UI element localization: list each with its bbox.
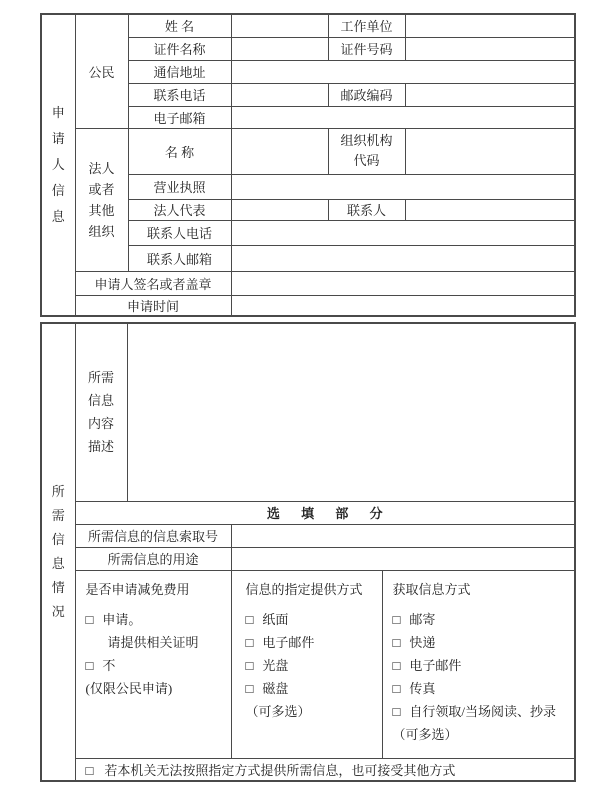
delivery-method-note: （可多选）: [245, 703, 311, 719]
accept-other-method-row: [75, 758, 575, 781]
fee-waiver-note: (仅限公民申请): [85, 680, 173, 696]
obtain-option-email-label: 电子邮件: [409, 657, 462, 673]
required-side-text: 所需信息情况: [51, 484, 65, 619]
obtain-option-email: [393, 654, 571, 677]
field-label-business-license: 营业执照: [128, 174, 231, 199]
field-label-mail-address: 通信地址: [128, 60, 231, 83]
input-phone[interactable]: [231, 83, 328, 106]
obtain-method-column: [382, 570, 575, 758]
checkbox-express[interactable]: □: [392, 634, 401, 650]
fee-option-no-label: 不: [102, 657, 116, 673]
obtain-option-mail: [393, 608, 571, 631]
field-label-purpose: 所需信息的用途: [75, 547, 231, 570]
delivery-method-column: [231, 570, 382, 758]
delivery-option-disk-label: 磁盘: [262, 680, 289, 696]
fee-waiver-title: 是否申请减免费用: [85, 581, 190, 597]
input-purpose[interactable]: [231, 547, 575, 570]
checkbox-cd[interactable]: □: [245, 657, 254, 673]
input-legal-rep[interactable]: [231, 199, 328, 220]
input-id-number[interactable]: [405, 37, 575, 60]
input-contact-phone[interactable]: [231, 220, 575, 245]
input-email[interactable]: [231, 106, 575, 128]
delivery-option-cd-label: 光盘: [262, 657, 289, 673]
description-label-text: 所需信息内容描述: [87, 370, 114, 455]
field-label-legal-rep: 法人代表: [128, 199, 231, 220]
input-org-code[interactable]: [405, 128, 575, 174]
input-org-name[interactable]: [231, 128, 328, 174]
delivery-option-paper: [246, 608, 378, 631]
legal-group-text: 法人或者其他组织: [88, 160, 115, 239]
obtain-method-title: 获取信息方式: [392, 581, 471, 597]
field-label-id-type: 证件名称: [128, 37, 231, 60]
checkbox-self-pickup[interactable]: □: [392, 703, 401, 719]
checkbox-accept-other[interactable]: □: [85, 762, 94, 778]
delivery-option-email: [246, 631, 378, 654]
checkbox-disk[interactable]: □: [245, 680, 254, 696]
section-required-side-label: [41, 323, 75, 781]
checkbox-fee-apply[interactable]: □: [85, 611, 94, 627]
input-work-unit[interactable]: [405, 14, 575, 37]
group-legal-label: [75, 128, 128, 271]
input-contact-email[interactable]: [231, 245, 575, 271]
obtain-option-fax-label: 传真: [409, 680, 436, 696]
accept-other-method-label: 若本机关无法按照指定方式提供所需信息，也可接受其他方式: [104, 762, 456, 778]
applicant-side-text: 申请人信息: [51, 104, 65, 224]
obtain-option-self-pickup-label: 自行领取/当场阅读、抄录: [409, 703, 556, 719]
field-label-apply-date: 申请时间: [75, 295, 231, 316]
field-label-contact-phone: 联系人电话: [128, 220, 231, 245]
input-request-no[interactable]: [231, 524, 575, 547]
field-label-description: [75, 323, 127, 501]
fee-waiver-column: [75, 570, 231, 758]
field-label-contact-person: 联系人: [328, 199, 405, 220]
checkbox-paper[interactable]: □: [245, 611, 254, 627]
checkbox-mail[interactable]: □: [392, 611, 401, 627]
fee-option-apply-note: 请提供相关证明: [107, 634, 199, 650]
obtain-option-fax: [393, 677, 571, 700]
checkbox-fee-no[interactable]: □: [85, 657, 94, 673]
delivery-option-cd: [246, 654, 378, 677]
delivery-option-paper-label: 纸面: [262, 611, 289, 627]
field-label-request-no: 所需信息的信息索取号: [75, 524, 231, 547]
field-label-org-name: 名 称: [128, 128, 231, 174]
input-apply-date[interactable]: [231, 295, 575, 316]
required-info-table: [40, 322, 576, 782]
obtain-option-express-label: 快递: [409, 634, 436, 650]
field-label-phone: 联系电话: [128, 83, 231, 106]
obtain-option-mail-label: 邮寄: [409, 611, 436, 627]
delivery-method-title: 信息的指定提供方式: [245, 581, 363, 597]
field-label-signature: 申请人签名或者盖章: [75, 271, 231, 295]
input-business-license[interactable]: [231, 174, 575, 199]
section-applicant-side-label: [41, 14, 75, 316]
input-name[interactable]: [231, 14, 328, 37]
field-label-name: 姓 名: [128, 14, 231, 37]
input-description[interactable]: [127, 323, 575, 501]
obtain-option-express: [393, 631, 571, 654]
field-label-email: 电子邮箱: [128, 106, 231, 128]
delivery-option-disk: [246, 677, 378, 700]
group-citizen-label: 公民: [75, 14, 128, 128]
input-postal-code[interactable]: [405, 83, 575, 106]
org-code-text: 组织机构代码: [340, 133, 393, 168]
delivery-option-email-label: 电子邮件: [262, 634, 315, 650]
field-label-work-unit: 工作单位: [328, 14, 405, 37]
checkbox-fax[interactable]: □: [392, 680, 401, 696]
input-id-type[interactable]: [231, 37, 328, 60]
input-contact-person[interactable]: [405, 199, 575, 220]
applicant-info-table: [40, 13, 576, 317]
field-label-contact-email: 联系人邮箱: [128, 245, 231, 271]
fee-option-apply-label: 申请。: [102, 611, 142, 627]
field-label-id-number: 证件号码: [328, 37, 405, 60]
obtain-method-note: （可多选）: [392, 726, 458, 742]
checkbox-email-obtain[interactable]: □: [392, 657, 401, 673]
optional-section-header: 选 填 部 分: [75, 501, 575, 524]
checkbox-email-delivery[interactable]: □: [245, 634, 254, 650]
fee-option-apply: [86, 608, 227, 631]
input-signature[interactable]: [231, 271, 575, 295]
input-mail-address[interactable]: [231, 60, 575, 83]
field-label-org-code: [328, 128, 405, 174]
fee-option-no: [86, 654, 227, 677]
obtain-option-self-pickup: [393, 700, 571, 723]
field-label-postal-code: 邮政编码: [328, 83, 405, 106]
